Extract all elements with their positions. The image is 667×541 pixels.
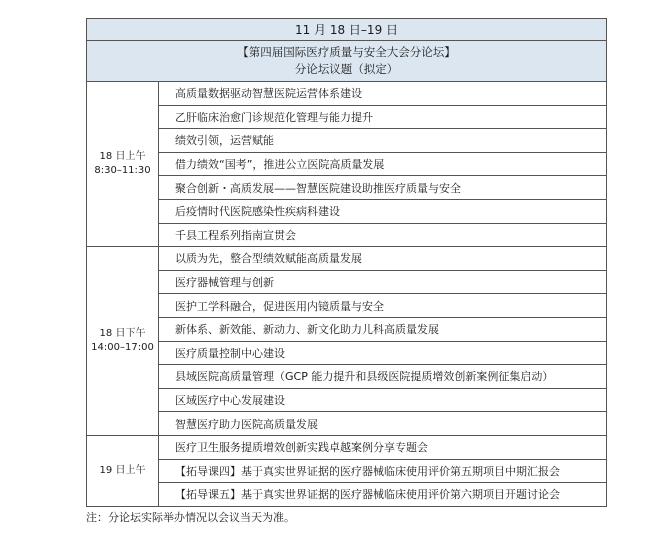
session-time: 8:30–11:30 <box>94 165 151 177</box>
topic-row: 区域医疗中心发展建设 <box>159 388 607 412</box>
session-label-3 <box>87 435 159 506</box>
session-label-2 <box>87 247 159 436</box>
session-day: 19 日上午 <box>99 464 146 476</box>
agenda-table <box>86 18 607 507</box>
topic-row: 【拓导课五】基于真实世界证据的医疗器械临床使用评价第六期项目开题讨论会 <box>159 483 607 507</box>
topic-row: 以质为先，整合型绩效赋能高质量发展 <box>159 247 607 271</box>
session-day: 18 日上午 <box>99 151 146 163</box>
topic-row: 医护工学科融合，促进医用内镜质量与安全 <box>159 294 607 318</box>
topic-row: 医疗器械管理与创新 <box>159 270 607 294</box>
topic-row: 医疗卫生服务提质增效创新实践卓越案例分享专题会 <box>159 435 607 459</box>
forum-title-line2: 分论坛议题（拟定） <box>294 62 399 76</box>
session-label-1 <box>87 82 159 247</box>
forum-title <box>87 41 607 82</box>
topic-row: 县域医院高质量管理（GCP 能力提升和县级医院提质增效创新案例征集启动） <box>159 365 607 389</box>
date-header: 11 月 18 日–19 日 <box>87 19 607 41</box>
topic-row: 千县工程系列指南宣贯会 <box>159 223 607 247</box>
topic-row: 高质量数据驱动智慧医院运营体系建设 <box>159 82 607 106</box>
session-day: 18 日下午 <box>99 328 146 340</box>
session-time: 14:00–17:00 <box>91 342 154 354</box>
topic-row: 借力绩效“国考”，推进公立医院高质量发展 <box>159 152 607 176</box>
topic-row: 后疫情时代医院感染性疾病科建设 <box>159 199 607 223</box>
footnote: 注：分论坛实际举办情况以会议当天为准。 <box>86 511 295 524</box>
topic-row: 绩效引领，运营赋能 <box>159 129 607 153</box>
topic-row: 【拓导课四】基于真实世界证据的医疗器械临床使用评价第五期项目中期汇报会 <box>159 459 607 483</box>
topic-row: 聚合创新・高质发展——智慧医院建设助推医疗质量与安全 <box>159 176 607 200</box>
topic-row: 乙肝临床治愈门诊规范化管理与能力提升 <box>159 105 607 129</box>
topic-row: 智慧医疗助力医院高质量发展 <box>159 412 607 436</box>
forum-title-line1: 【第四届国际医疗质量与安全大会分论坛】 <box>237 45 456 59</box>
topic-row: 医疗质量控制中心建设 <box>159 341 607 365</box>
topic-row: 新体系、新效能、新动力、新文化助力儿科高质量发展 <box>159 317 607 341</box>
